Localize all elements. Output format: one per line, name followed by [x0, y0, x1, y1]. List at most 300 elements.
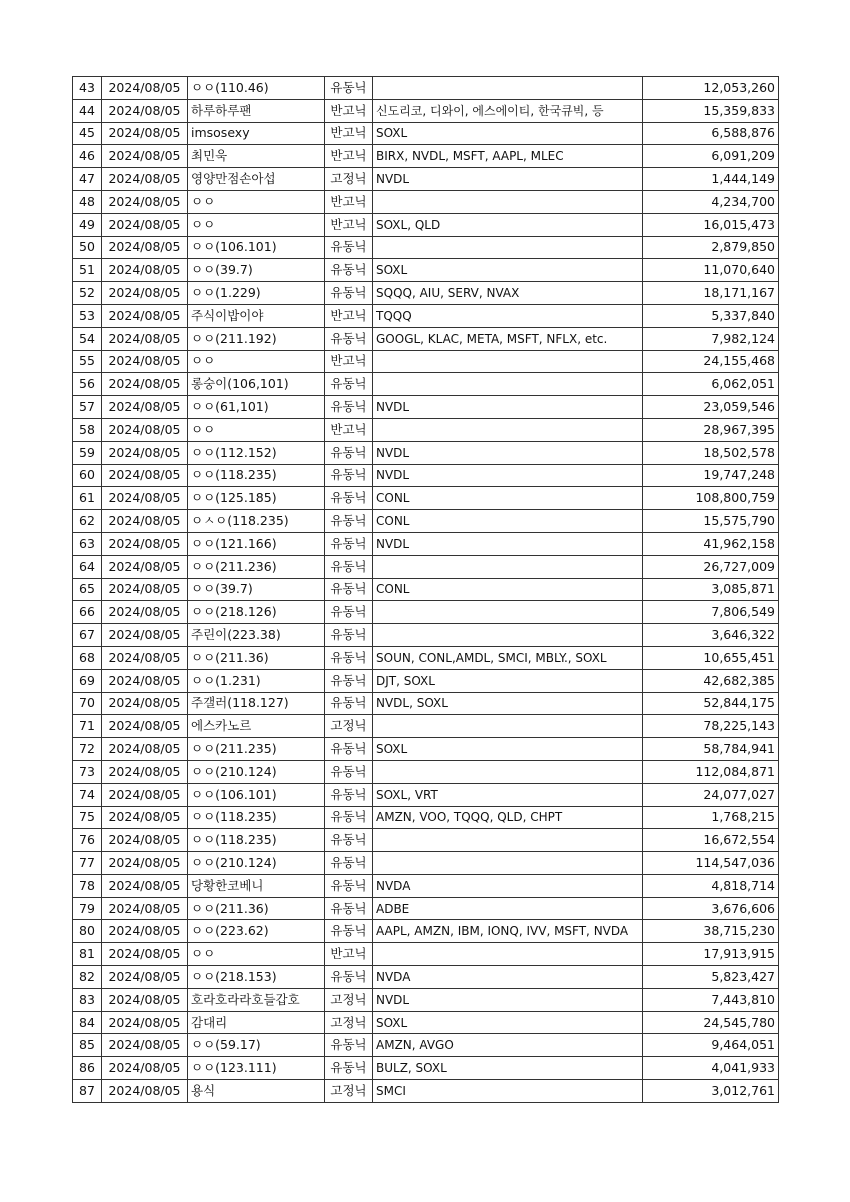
date-cell: 2024/08/05 — [102, 852, 188, 875]
amount-cell: 10,655,451 — [643, 646, 779, 669]
stocks-cell — [373, 77, 643, 100]
table-row — [73, 282, 779, 305]
nick-type-cell: 고정닉 — [325, 1080, 373, 1103]
date-cell: 2024/08/05 — [102, 145, 188, 168]
table-row — [73, 168, 779, 191]
nick-type-cell: 유동닉 — [325, 532, 373, 555]
amount-cell: 6,062,051 — [643, 373, 779, 396]
nick-type-cell: 유동닉 — [325, 487, 373, 510]
nick-type-cell: 유동닉 — [325, 760, 373, 783]
nickname-cell: 호라호라라호들갑호 — [188, 988, 325, 1011]
amount-cell: 7,982,124 — [643, 327, 779, 350]
nick-type-cell: 반고닉 — [325, 943, 373, 966]
nickname-cell: ㅇㅇ(218.126) — [188, 601, 325, 624]
table-row — [73, 373, 779, 396]
nick-type-cell: 유동닉 — [325, 396, 373, 419]
date-cell: 2024/08/05 — [102, 874, 188, 897]
nick-type-cell: 반고닉 — [325, 190, 373, 213]
stocks-cell: NVDL — [373, 396, 643, 419]
date-cell: 2024/08/05 — [102, 829, 188, 852]
nickname-cell: 최민욱 — [188, 145, 325, 168]
table-row — [73, 646, 779, 669]
nickname-cell: ㅇㅇ(118.235) — [188, 806, 325, 829]
nick-type-cell: 유동닉 — [325, 1034, 373, 1057]
table-body — [73, 77, 779, 1103]
row-number: 45 — [73, 122, 102, 145]
row-number: 71 — [73, 715, 102, 738]
table-row — [73, 487, 779, 510]
date-cell: 2024/08/05 — [102, 692, 188, 715]
stocks-cell: NVDA — [373, 874, 643, 897]
nick-type-cell: 유동닉 — [325, 1057, 373, 1080]
date-cell: 2024/08/05 — [102, 920, 188, 943]
stocks-cell — [373, 350, 643, 373]
stocks-cell: ADBE — [373, 897, 643, 920]
nick-type-cell: 유동닉 — [325, 236, 373, 259]
date-cell: 2024/08/05 — [102, 510, 188, 533]
stocks-cell: CONL — [373, 510, 643, 533]
stocks-cell: SQQQ, AIU, SERV, NVAX — [373, 282, 643, 305]
date-cell: 2024/08/05 — [102, 464, 188, 487]
amount-cell: 1,444,149 — [643, 168, 779, 191]
row-number: 75 — [73, 806, 102, 829]
amount-cell: 108,800,759 — [643, 487, 779, 510]
date-cell: 2024/08/05 — [102, 396, 188, 419]
date-cell: 2024/08/05 — [102, 806, 188, 829]
nickname-cell: ㅇㅇ — [188, 350, 325, 373]
amount-cell: 17,913,915 — [643, 943, 779, 966]
nickname-cell: ㅇㅇ — [188, 943, 325, 966]
row-number: 60 — [73, 464, 102, 487]
nickname-cell: ㅇㅇ(106.101) — [188, 783, 325, 806]
nickname-cell: ㅇㅇ(211.36) — [188, 646, 325, 669]
table-row — [73, 1011, 779, 1034]
row-number: 78 — [73, 874, 102, 897]
nickname-cell: ㅇㅇ(125.185) — [188, 487, 325, 510]
nick-type-cell: 반고닉 — [325, 350, 373, 373]
stocks-cell: 신도리코, 디와이, 에스에이티, 한국큐빅, 등 — [373, 99, 643, 122]
nick-type-cell: 반고닉 — [325, 213, 373, 236]
row-number: 59 — [73, 441, 102, 464]
stocks-cell: CONL — [373, 487, 643, 510]
nick-type-cell: 유동닉 — [325, 601, 373, 624]
nickname-cell: 용식 — [188, 1080, 325, 1103]
nick-type-cell: 반고닉 — [325, 145, 373, 168]
table-row — [73, 418, 779, 441]
amount-cell: 78,225,143 — [643, 715, 779, 738]
table-row — [73, 578, 779, 601]
nick-type-cell: 고정닉 — [325, 168, 373, 191]
date-cell: 2024/08/05 — [102, 532, 188, 555]
nick-type-cell: 유동닉 — [325, 874, 373, 897]
nickname-cell: ㅇㅇ(210.124) — [188, 852, 325, 875]
stocks-cell — [373, 601, 643, 624]
row-number: 63 — [73, 532, 102, 555]
amount-cell: 4,818,714 — [643, 874, 779, 897]
amount-cell: 6,091,209 — [643, 145, 779, 168]
stocks-cell: BIRX, NVDL, MSFT, AAPL, MLEC — [373, 145, 643, 168]
row-number: 55 — [73, 350, 102, 373]
amount-cell: 7,443,810 — [643, 988, 779, 1011]
table-row — [73, 966, 779, 989]
nickname-cell: ㅇㅇ(121.166) — [188, 532, 325, 555]
stocks-cell: SOXL — [373, 259, 643, 282]
nick-type-cell: 유동닉 — [325, 920, 373, 943]
date-cell: 2024/08/05 — [102, 1011, 188, 1034]
row-number: 51 — [73, 259, 102, 282]
table-row — [73, 441, 779, 464]
table-row — [73, 213, 779, 236]
stocks-cell — [373, 373, 643, 396]
amount-cell: 4,041,933 — [643, 1057, 779, 1080]
table-row — [73, 532, 779, 555]
row-number: 65 — [73, 578, 102, 601]
row-number: 84 — [73, 1011, 102, 1034]
row-number: 50 — [73, 236, 102, 259]
row-number: 43 — [73, 77, 102, 100]
table-row — [73, 874, 779, 897]
table-row — [73, 77, 779, 100]
nickname-cell: 에스카노르 — [188, 715, 325, 738]
amount-cell: 41,962,158 — [643, 532, 779, 555]
date-cell: 2024/08/05 — [102, 441, 188, 464]
date-cell: 2024/08/05 — [102, 236, 188, 259]
row-number: 83 — [73, 988, 102, 1011]
date-cell: 2024/08/05 — [102, 783, 188, 806]
date-cell: 2024/08/05 — [102, 1034, 188, 1057]
date-cell: 2024/08/05 — [102, 988, 188, 1011]
nickname-cell: ㅇㅇ — [188, 190, 325, 213]
stocks-cell: NVDL — [373, 441, 643, 464]
nickname-cell: ㅇㅇ(123.111) — [188, 1057, 325, 1080]
nickname-cell: ㅇㅇ — [188, 418, 325, 441]
row-number: 61 — [73, 487, 102, 510]
amount-cell: 5,823,427 — [643, 966, 779, 989]
amount-cell: 9,464,051 — [643, 1034, 779, 1057]
date-cell: 2024/08/05 — [102, 966, 188, 989]
nickname-cell: ㅇㅇ(211.192) — [188, 327, 325, 350]
table-row — [73, 829, 779, 852]
row-number: 58 — [73, 418, 102, 441]
row-number: 70 — [73, 692, 102, 715]
amount-cell: 23,059,546 — [643, 396, 779, 419]
table-row — [73, 692, 779, 715]
stocks-cell — [373, 760, 643, 783]
nick-type-cell: 유동닉 — [325, 692, 373, 715]
table-row — [73, 464, 779, 487]
row-number: 46 — [73, 145, 102, 168]
stocks-cell: NVDL — [373, 168, 643, 191]
amount-cell: 6,588,876 — [643, 122, 779, 145]
table-row — [73, 1057, 779, 1080]
amount-cell: 18,502,578 — [643, 441, 779, 464]
amount-cell: 19,747,248 — [643, 464, 779, 487]
row-number: 67 — [73, 624, 102, 647]
row-number: 56 — [73, 373, 102, 396]
row-number: 76 — [73, 829, 102, 852]
date-cell: 2024/08/05 — [102, 669, 188, 692]
date-cell: 2024/08/05 — [102, 578, 188, 601]
nickname-cell: ㅇㅇ(118.235) — [188, 464, 325, 487]
stocks-cell: NVDL — [373, 464, 643, 487]
row-number: 85 — [73, 1034, 102, 1057]
nickname-cell: 당황한코베니 — [188, 874, 325, 897]
nick-type-cell: 유동닉 — [325, 441, 373, 464]
nickname-cell: ㅇㅇ(1.229) — [188, 282, 325, 305]
table-row — [73, 624, 779, 647]
stocks-cell: SOXL — [373, 1011, 643, 1034]
nick-type-cell: 유동닉 — [325, 738, 373, 761]
nick-type-cell: 반고닉 — [325, 99, 373, 122]
date-cell: 2024/08/05 — [102, 624, 188, 647]
stocks-cell — [373, 236, 643, 259]
row-number: 49 — [73, 213, 102, 236]
amount-cell: 26,727,009 — [643, 555, 779, 578]
date-cell: 2024/08/05 — [102, 1057, 188, 1080]
row-number: 79 — [73, 897, 102, 920]
nickname-cell: ㅇㅇ(39.7) — [188, 259, 325, 282]
nick-type-cell: 유동닉 — [325, 555, 373, 578]
table-row — [73, 99, 779, 122]
row-number: 64 — [73, 555, 102, 578]
stocks-cell: GOOGL, KLAC, META, MSFT, NFLX, etc. — [373, 327, 643, 350]
amount-cell: 3,012,761 — [643, 1080, 779, 1103]
table-row — [73, 943, 779, 966]
stocks-cell: SOXL, VRT — [373, 783, 643, 806]
ranking-table — [72, 76, 779, 1103]
amount-cell: 38,715,230 — [643, 920, 779, 943]
date-cell: 2024/08/05 — [102, 943, 188, 966]
amount-cell: 24,155,468 — [643, 350, 779, 373]
nick-type-cell: 유동닉 — [325, 259, 373, 282]
row-number: 53 — [73, 304, 102, 327]
stocks-cell: NVDL, SOXL — [373, 692, 643, 715]
table-row — [73, 396, 779, 419]
nick-type-cell: 유동닉 — [325, 464, 373, 487]
row-number: 69 — [73, 669, 102, 692]
nickname-cell: ㅇㅇ(59.17) — [188, 1034, 325, 1057]
date-cell: 2024/08/05 — [102, 555, 188, 578]
date-cell: 2024/08/05 — [102, 738, 188, 761]
stocks-cell: SOXL — [373, 122, 643, 145]
table-row — [73, 760, 779, 783]
table-row — [73, 350, 779, 373]
table-row — [73, 259, 779, 282]
stocks-cell — [373, 829, 643, 852]
date-cell: 2024/08/05 — [102, 350, 188, 373]
table-row — [73, 190, 779, 213]
nick-type-cell: 반고닉 — [325, 418, 373, 441]
nick-type-cell: 유동닉 — [325, 327, 373, 350]
stocks-cell — [373, 190, 643, 213]
amount-cell: 58,784,941 — [643, 738, 779, 761]
amount-cell: 52,844,175 — [643, 692, 779, 715]
stocks-cell: SOUN, CONL,AMDL, SMCI, MBLY., SOXL — [373, 646, 643, 669]
date-cell: 2024/08/05 — [102, 304, 188, 327]
nickname-cell: 주식이밥이야 — [188, 304, 325, 327]
amount-cell: 3,085,871 — [643, 578, 779, 601]
date-cell: 2024/08/05 — [102, 168, 188, 191]
amount-cell: 112,084,871 — [643, 760, 779, 783]
nickname-cell: ㅇㅇ — [188, 213, 325, 236]
nick-type-cell: 유동닉 — [325, 897, 373, 920]
amount-cell: 18,171,167 — [643, 282, 779, 305]
nick-type-cell: 고정닉 — [325, 988, 373, 1011]
nickname-cell: 감대리 — [188, 1011, 325, 1034]
row-number: 54 — [73, 327, 102, 350]
date-cell: 2024/08/05 — [102, 282, 188, 305]
table-row — [73, 738, 779, 761]
table-row — [73, 669, 779, 692]
table-row — [73, 327, 779, 350]
nick-type-cell: 유동닉 — [325, 77, 373, 100]
table-row — [73, 852, 779, 875]
amount-cell: 24,545,780 — [643, 1011, 779, 1034]
amount-cell: 7,806,549 — [643, 601, 779, 624]
stocks-cell — [373, 555, 643, 578]
date-cell: 2024/08/05 — [102, 646, 188, 669]
table-row — [73, 897, 779, 920]
nickname-cell: ㅇㅇ(223.62) — [188, 920, 325, 943]
table-row — [73, 1034, 779, 1057]
amount-cell: 16,672,554 — [643, 829, 779, 852]
stocks-cell: AMZN, VOO, TQQQ, QLD, CHPT — [373, 806, 643, 829]
row-number: 86 — [73, 1057, 102, 1080]
table-row — [73, 555, 779, 578]
nickname-cell: imsosexy — [188, 122, 325, 145]
stocks-cell — [373, 418, 643, 441]
stocks-cell — [373, 852, 643, 875]
row-number: 52 — [73, 282, 102, 305]
stocks-cell: BULZ, SOXL — [373, 1057, 643, 1080]
table-row — [73, 122, 779, 145]
date-cell: 2024/08/05 — [102, 327, 188, 350]
stocks-cell — [373, 624, 643, 647]
amount-cell: 11,070,640 — [643, 259, 779, 282]
date-cell: 2024/08/05 — [102, 373, 188, 396]
table-row — [73, 920, 779, 943]
nick-type-cell: 유동닉 — [325, 669, 373, 692]
nick-type-cell: 유동닉 — [325, 646, 373, 669]
stocks-cell: NVDL — [373, 988, 643, 1011]
stocks-cell — [373, 943, 643, 966]
nickname-cell: ㅇㅇ(211.236) — [188, 555, 325, 578]
nick-type-cell: 유동닉 — [325, 282, 373, 305]
table-row — [73, 304, 779, 327]
nick-type-cell: 유동닉 — [325, 783, 373, 806]
date-cell: 2024/08/05 — [102, 897, 188, 920]
stocks-cell: NVDA — [373, 966, 643, 989]
table-row — [73, 601, 779, 624]
row-number: 77 — [73, 852, 102, 875]
nickname-cell: ㅇㅇ(112.152) — [188, 441, 325, 464]
stocks-cell: SOXL — [373, 738, 643, 761]
stocks-cell: AMZN, AVGO — [373, 1034, 643, 1057]
nickname-cell: ㅇㅇ(211.36) — [188, 897, 325, 920]
nick-type-cell: 유동닉 — [325, 373, 373, 396]
stocks-cell: SOXL, QLD — [373, 213, 643, 236]
table-row — [73, 988, 779, 1011]
nickname-cell: ㅇㅇ(61,101) — [188, 396, 325, 419]
nickname-cell: 롱숭이(106,101) — [188, 373, 325, 396]
amount-cell: 28,967,395 — [643, 418, 779, 441]
date-cell: 2024/08/05 — [102, 760, 188, 783]
nickname-cell: ㅇㅇ(1.231) — [188, 669, 325, 692]
date-cell: 2024/08/05 — [102, 601, 188, 624]
amount-cell: 12,053,260 — [643, 77, 779, 100]
amount-cell: 114,547,036 — [643, 852, 779, 875]
nickname-cell: 주린이(223.38) — [188, 624, 325, 647]
date-cell: 2024/08/05 — [102, 77, 188, 100]
row-number: 81 — [73, 943, 102, 966]
row-number: 44 — [73, 99, 102, 122]
row-number: 72 — [73, 738, 102, 761]
nick-type-cell: 유동닉 — [325, 852, 373, 875]
table-row — [73, 1080, 779, 1103]
stocks-cell: TQQQ — [373, 304, 643, 327]
amount-cell: 3,676,606 — [643, 897, 779, 920]
row-number: 74 — [73, 783, 102, 806]
row-number: 68 — [73, 646, 102, 669]
row-number: 62 — [73, 510, 102, 533]
row-number: 73 — [73, 760, 102, 783]
nickname-cell: ㅇㅇ(110.46) — [188, 77, 325, 100]
table-row — [73, 783, 779, 806]
amount-cell: 24,077,027 — [643, 783, 779, 806]
nickname-cell: ㅇㅇ(211.235) — [188, 738, 325, 761]
nickname-cell: ㅇㅇ(210.124) — [188, 760, 325, 783]
nick-type-cell: 반고닉 — [325, 122, 373, 145]
date-cell: 2024/08/05 — [102, 715, 188, 738]
row-number: 57 — [73, 396, 102, 419]
date-cell: 2024/08/05 — [102, 418, 188, 441]
date-cell: 2024/08/05 — [102, 213, 188, 236]
amount-cell: 2,879,850 — [643, 236, 779, 259]
amount-cell: 4,234,700 — [643, 190, 779, 213]
amount-cell: 15,575,790 — [643, 510, 779, 533]
nickname-cell: 하루하루팬 — [188, 99, 325, 122]
amount-cell: 15,359,833 — [643, 99, 779, 122]
nickname-cell: 영양만점손아섭 — [188, 168, 325, 191]
amount-cell: 3,646,322 — [643, 624, 779, 647]
amount-cell: 1,768,215 — [643, 806, 779, 829]
nick-type-cell: 고정닉 — [325, 715, 373, 738]
nick-type-cell: 반고닉 — [325, 304, 373, 327]
nickname-cell: 주갤러(118.127) — [188, 692, 325, 715]
date-cell: 2024/08/05 — [102, 190, 188, 213]
nickname-cell: ㅇㅅㅇ(118.235) — [188, 510, 325, 533]
nick-type-cell: 유동닉 — [325, 966, 373, 989]
row-number: 82 — [73, 966, 102, 989]
stocks-cell: AAPL, AMZN, IBM, IONQ, IVV, MSFT, NVDA — [373, 920, 643, 943]
date-cell: 2024/08/05 — [102, 122, 188, 145]
nickname-cell: ㅇㅇ(118.235) — [188, 829, 325, 852]
nick-type-cell: 고정닉 — [325, 1011, 373, 1034]
nickname-cell: ㅇㅇ(106.101) — [188, 236, 325, 259]
date-cell: 2024/08/05 — [102, 99, 188, 122]
nick-type-cell: 유동닉 — [325, 578, 373, 601]
stocks-cell — [373, 715, 643, 738]
row-number: 66 — [73, 601, 102, 624]
nick-type-cell: 유동닉 — [325, 829, 373, 852]
row-number: 47 — [73, 168, 102, 191]
stocks-cell: SMCI — [373, 1080, 643, 1103]
nick-type-cell: 유동닉 — [325, 510, 373, 533]
stocks-cell: DJT, SOXL — [373, 669, 643, 692]
date-cell: 2024/08/05 — [102, 487, 188, 510]
table-row — [73, 510, 779, 533]
row-number: 80 — [73, 920, 102, 943]
